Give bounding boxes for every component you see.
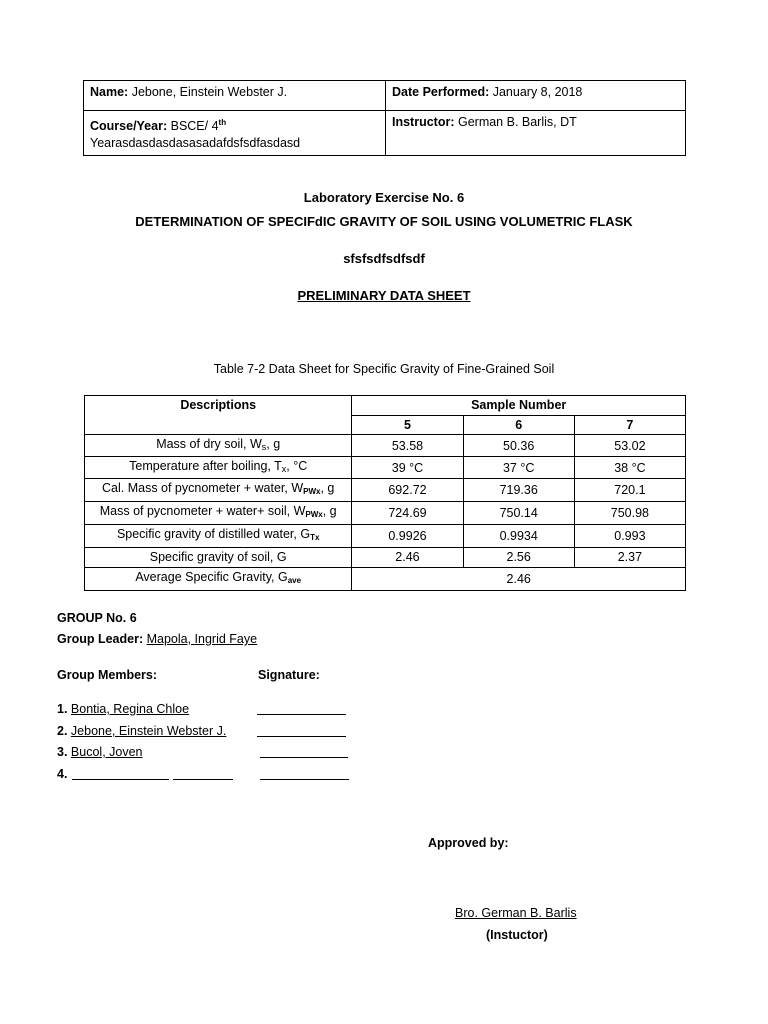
member-number: 2. xyxy=(57,724,68,738)
header-info-table xyxy=(83,80,686,156)
row-label-sub: Tx xyxy=(310,533,320,542)
leader-label: Group Leader: xyxy=(57,632,144,646)
member-name: Bucol, Joven xyxy=(70,745,143,759)
course-label: Course/Year: xyxy=(90,119,168,134)
signature-line[interactable] xyxy=(260,767,349,780)
course-value: BSCE/ 4 xyxy=(170,119,219,134)
approved-by-label: Approved by: xyxy=(428,836,509,850)
row-value: 2.37 xyxy=(574,548,685,568)
row-label-cell xyxy=(85,457,352,479)
row-label-sub: PWx xyxy=(305,510,323,519)
sample-header: 6 xyxy=(463,415,574,435)
signature-line[interactable] xyxy=(257,702,346,715)
row-label: Specific gravity of distilled water, G xyxy=(116,527,311,541)
average-value: 2.46 xyxy=(352,567,686,590)
data-row xyxy=(85,479,686,502)
member-row xyxy=(57,745,143,759)
row-value: 50.36 xyxy=(463,435,574,457)
instructor-cell xyxy=(386,111,686,156)
course-sup: th xyxy=(218,118,227,127)
row-value: 53.58 xyxy=(352,435,463,457)
approver-title: (Instuctor) xyxy=(486,928,548,942)
leader-name: Mapola, Ingrid Faye xyxy=(146,632,258,646)
row-label-cell xyxy=(85,435,352,457)
data-row xyxy=(85,548,686,568)
average-sub: ave xyxy=(287,575,302,585)
row-label: Temperature after boiling, T xyxy=(129,459,282,473)
member-number: 3. xyxy=(57,745,68,759)
data-row xyxy=(85,525,686,548)
data-row xyxy=(85,502,686,525)
data-table xyxy=(84,395,686,591)
row-label: Mass of pycnometer + water+ soil, W xyxy=(99,504,306,518)
data-row xyxy=(85,457,686,479)
row-value: 39 °C xyxy=(352,457,463,479)
row-label-suffix: , g xyxy=(322,504,337,518)
preliminary-wrapper xyxy=(0,288,768,303)
row-value: 0.9934 xyxy=(463,525,574,548)
date-cell xyxy=(386,81,686,111)
row-value: 692.72 xyxy=(352,479,463,502)
members-label: Group Members: xyxy=(57,668,158,682)
row-value: 0.993 xyxy=(574,525,685,548)
table-caption: Table 7-2 Data Sheet for Specific Gravity of Fine-Grained Soil xyxy=(213,362,555,376)
member-number: 1. xyxy=(57,702,68,716)
determination-title: DETERMINATION OF SPECIFdIC GRAVITY OF SOIL USING VOLUMETRIC FLASK xyxy=(135,214,633,229)
extra-title: sfsfsdfsdfsdf xyxy=(343,251,425,266)
member-name-blank-line[interactable] xyxy=(173,767,233,780)
header-descriptions: Descriptions xyxy=(85,396,352,435)
member-row xyxy=(57,724,226,738)
row-value: 2.46 xyxy=(352,548,463,568)
member-row xyxy=(57,702,189,716)
row-value: 724.69 xyxy=(352,502,463,525)
row-value: 37 °C xyxy=(463,457,574,479)
name-cell xyxy=(84,81,386,111)
row-value: 0.9926 xyxy=(352,525,463,548)
signature-label: Signature: xyxy=(258,668,320,682)
group-leader-line xyxy=(57,632,257,646)
row-value: 750.98 xyxy=(574,502,685,525)
row-label-sub: s xyxy=(261,442,267,452)
row-value: 719.36 xyxy=(463,479,574,502)
member-name-blank-line[interactable] xyxy=(72,767,169,780)
sample-header: 5 xyxy=(352,415,463,435)
name-label: Name: xyxy=(90,85,129,99)
row-label-suffix: , g xyxy=(320,481,335,495)
exercise-title: Laboratory Exercise No. 6 xyxy=(303,190,465,205)
instructor-label: Instructor: xyxy=(392,115,455,129)
row-label: Specific gravity of soil, G xyxy=(149,550,287,565)
group-number: GROUP No. 6 xyxy=(57,611,137,625)
row-label-cell xyxy=(85,548,352,568)
row-label-suffix: , °C xyxy=(286,459,308,473)
row-label-cell xyxy=(85,479,352,502)
data-row xyxy=(85,435,686,457)
approver-name: Bro. German B. Barlis xyxy=(455,906,577,920)
row-label-cell xyxy=(85,525,352,548)
row-value: 38 °C xyxy=(574,457,685,479)
row-label-sub: PWx xyxy=(303,487,321,496)
member-name: Jebone, Einstein Webster J. xyxy=(70,724,227,738)
course-value-line2: Yearasdasdasdasasadafdsfsdfasdasd xyxy=(90,136,301,151)
row-label-cell xyxy=(85,502,352,525)
row-value: 750.14 xyxy=(463,502,574,525)
member-row xyxy=(57,767,67,781)
course-cell xyxy=(84,111,386,156)
name-value: Jebone, Einstein Webster J. xyxy=(131,85,288,99)
member-number: 4. xyxy=(57,767,68,781)
row-value: 53.02 xyxy=(574,435,685,457)
preliminary-title: PRELIMINARY DATA SHEET xyxy=(297,288,471,303)
row-label-sub: x xyxy=(281,464,287,474)
instructor-value: German B. Barlis, DT xyxy=(457,115,577,129)
approver-name-wrapper xyxy=(455,906,577,920)
date-label: Date Performed: xyxy=(392,85,490,99)
signature-line[interactable] xyxy=(260,745,348,758)
row-label: Cal. Mass of pycnometer + water, W xyxy=(102,481,304,495)
signature-line[interactable] xyxy=(257,724,346,737)
member-name: Bontia, Regina Chloe xyxy=(70,702,190,716)
header-sample-number: Sample Number xyxy=(352,396,686,416)
row-value: 720.1 xyxy=(574,479,685,502)
average-label-cell xyxy=(85,567,352,590)
row-label: Mass of dry soil, W xyxy=(156,437,262,451)
sample-header: 7 xyxy=(574,415,685,435)
date-value: January 8, 2018 xyxy=(492,85,583,99)
row-value: 2.56 xyxy=(463,548,574,568)
row-label-suffix: , g xyxy=(266,437,281,451)
average-label: Average Specific Gravity, G xyxy=(135,569,288,584)
